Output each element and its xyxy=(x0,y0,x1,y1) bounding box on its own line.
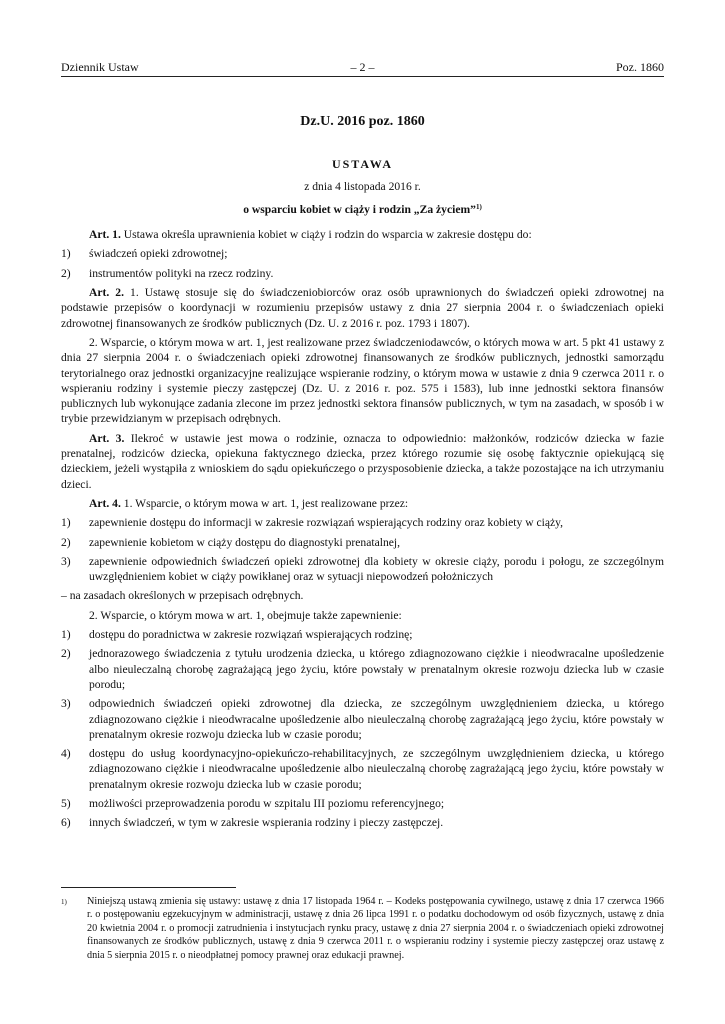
item-text: świadczeń opieki zdrowotnej; xyxy=(89,247,228,261)
item-number: 3) xyxy=(61,554,71,568)
act-date: z dnia 4 listopada 2016 r. xyxy=(304,179,421,193)
item-text: dostępu do poradnictwa w zakresie rozwiązań wspierających rodzinę; xyxy=(89,628,413,642)
footnote-ref[interactable]: 1) xyxy=(475,202,482,211)
footnote xyxy=(61,895,664,962)
item-number: 2) xyxy=(61,647,71,661)
item-text: instrumentów polityki na rzecz rodziny. xyxy=(89,266,274,280)
act-subject-text: o wsparciu kobiet w ciąży i rodzin „Za życiem” xyxy=(243,202,476,216)
art-2-par-1 xyxy=(61,285,664,331)
art-3 xyxy=(61,431,664,492)
list-item xyxy=(61,646,664,692)
list-item xyxy=(61,696,664,742)
art-4-par-2: 2. Wsparcie, o którym mowa w art. 1, obejmuje także zapewnienie: xyxy=(89,608,402,622)
footnote-divider xyxy=(61,887,236,888)
list-item xyxy=(61,627,664,642)
art-4-tail: – na zasadach określonych w przepisach odrębnych. xyxy=(61,589,304,603)
art-1-label: Art. 1. xyxy=(89,228,121,242)
journal-name: Dziennik Ustaw xyxy=(61,60,139,74)
art-1 xyxy=(61,227,664,242)
item-number: 6) xyxy=(61,816,71,830)
list-item xyxy=(61,515,664,530)
art-3-label: Art. 3. xyxy=(89,431,125,445)
act-type: USTAWA xyxy=(331,157,394,172)
item-text: odpowiednich świadczeń opieki zdrowotnej dla dziecka, ze szczególnym uwzględnieniem dziecka, u którego zdiagnozowano ciężkie i nieodwracalne upośledzenie albo nieuleczalną chorobę zagrażającą jego życiu, które powstały w prenatalnym okresie rozwoju dziecka lub w czasie porodu; xyxy=(89,697,664,741)
footnote-mark: 1) xyxy=(61,898,67,906)
list-item xyxy=(61,246,664,261)
page-header xyxy=(61,60,664,77)
art-1-text: Ustawa określa uprawnienia kobiet w ciąży i rodzin do wsparcia w zakresie dostępu do: xyxy=(120,228,532,242)
art-2-par-2: 2. Wsparcie, o którym mowa w art. 1, jest realizowane przez świadczeniodawców, o których mowa w art. 5 pkt 41 ustawy z dnia 27 sierpnia 2004 r. o świadczeniach opieki zdrowotnej finansowanych ze środków publicznych, jednostki samorządu terytorialnego oraz jednostki organizacyjne realizujące wspieranie rodziny, o którym mowa w ustawie z dnia 9 czerwca 2011 r. o wspieraniu rodziny i systemie pieczy zastępczej (Dz. U. z 2016 r. poz. 575 i 1583), lub inne jednostki sektora finansów publicznych lub wykonujące zadania zlecone im przez jednostki sektora finansów publicznych, w tym na zasadach, w sposób i w trybie przewidzianym w przepisach odrębnych. xyxy=(61,335,664,426)
position-number: Poz. 1860 xyxy=(616,60,664,74)
list-item xyxy=(61,535,664,550)
item-number: 2) xyxy=(61,535,71,549)
art-4-label: Art. 4. xyxy=(89,496,121,510)
item-number: 1) xyxy=(61,247,71,261)
item-text: dostępu do usług koordynacyjno-opiekuńczo-rehabilitacyjnych, ze szczególnym uwzględnieniem dziecka, u którego zdiagnozowano ciężkie i nieodwracalne upośledzenie albo nieuleczalną chorobę zagrażającą jego życiu, które powstały w prenatalnym okresie rozwoju dziecka lub w czasie porodu; xyxy=(89,747,664,791)
document-body xyxy=(61,114,664,835)
item-number: 5) xyxy=(61,796,71,810)
item-number: 1) xyxy=(61,628,71,642)
list-item xyxy=(61,746,664,792)
item-number: 4) xyxy=(61,747,71,761)
list-item xyxy=(61,796,664,811)
art-4-par-1 xyxy=(61,496,664,511)
item-text: innych świadczeń, w tym w zakresie wspierania rodziny i pieczy zastępczej. xyxy=(89,816,444,830)
item-text: zapewnienie dostępu do informacji w zakresie rozwiązań wspierających rodziny oraz kobiety w ciąży, xyxy=(89,516,564,530)
list-item xyxy=(61,554,664,585)
list-item xyxy=(61,815,664,830)
item-number: 3) xyxy=(61,697,71,711)
item-text: jednorazowego świadczenia z tytułu urodzenia dziecka, u którego zdiagnozowano ciężkie i nieodwracalne upośledzenie albo nieuleczalną chorobę zagrażającą jego życiu, które powstały w prenatalnym okresie rozwoju dziecka lub w czasie porodu; xyxy=(89,647,664,691)
item-text: zapewnienie kobietom w ciąży dostępu do diagnostyki prenatalnej, xyxy=(89,535,401,549)
item-number: 1) xyxy=(61,516,71,530)
art-3-text: Ilekroć w ustawie jest mowa o rodzinie, oznacza to odpowiednio: małżonków, rodziców dziecka w fazie prenatalnej, rodziców dziecka, opiekuna faktycznego dziecka, przez którego rozumie się osobę faktycznie opiekującą się dzieckiem, jeżeli wystąpiła z wnioskiem do sądu opiekuńczego o przysposobienie dziecka, a także pozostające na ich utrzymaniu dzieci. xyxy=(61,431,664,491)
art-2-label: Art. 2. xyxy=(89,286,125,300)
item-text: zapewnienie odpowiednich świadczeń opieki zdrowotnej dla kobiety w okresie ciąży, porodu i połogu, ze szczególnym uwzględnieniem kobiet w ciąży powikłanej oraz w sytuacji niepowodzeń położniczych xyxy=(89,554,664,584)
art-2-text-1: 1. Ustawę stosuje się do świadczeniobiorców oraz osób uprawnionych do świadczeń opieki zdrowotnej na podstawie przepisów o koordynacji w rozumieniu przepisów ustawy z dnia 27 sierpnia 2004 r. o świadczeniach opieki zdrowotnej finansowanych ze środków publicznych (Dz. U. z 2016 r. poz. 1793 i 1807). xyxy=(61,286,664,330)
page-number: – 2 – xyxy=(350,60,375,74)
footnote-text: Niniejszą ustawą zmienia się ustawy: ustawę z dnia 17 listopada 1964 r. – Kodeks postępowania cywilnego, ustawę z dnia 17 czerwca 1966 r. o postępowaniu egzekucyjnym w administracji, ustawę z dnia 26 lipca 1991 r. o podatku dochodowym od osób fizycznych, ustawę z dnia 20 kwietnia 2004 r. o promocji zatrudnienia i instytucjach rynku pracy, ustawę z dnia 27 sierpnia 2004 r. o świadczeniach opieki zdrowotnej finansowanych ze środków publicznych, ustawę z dnia 9 czerwca 2011 r. o wspieraniu rodziny i systemie pieczy zastępczej oraz ustawę z dnia 5 sierpnia 2015 r. o nieodpłatnej pomocy prawnej oraz edukacji prawnej. xyxy=(87,896,664,961)
item-text: możliwości przeprowadzenia porodu w szpitalu III poziomu referencyjnego; xyxy=(89,796,445,810)
art-4-text-1: 1. Wsparcie, o którym mowa w art. 1, jest realizowane przez: xyxy=(120,496,409,510)
list-item xyxy=(61,266,664,281)
item-number: 2) xyxy=(61,266,71,280)
dzu-title: Dz.U. 2016 poz. 1860 xyxy=(300,114,425,129)
act-subject xyxy=(61,202,664,217)
